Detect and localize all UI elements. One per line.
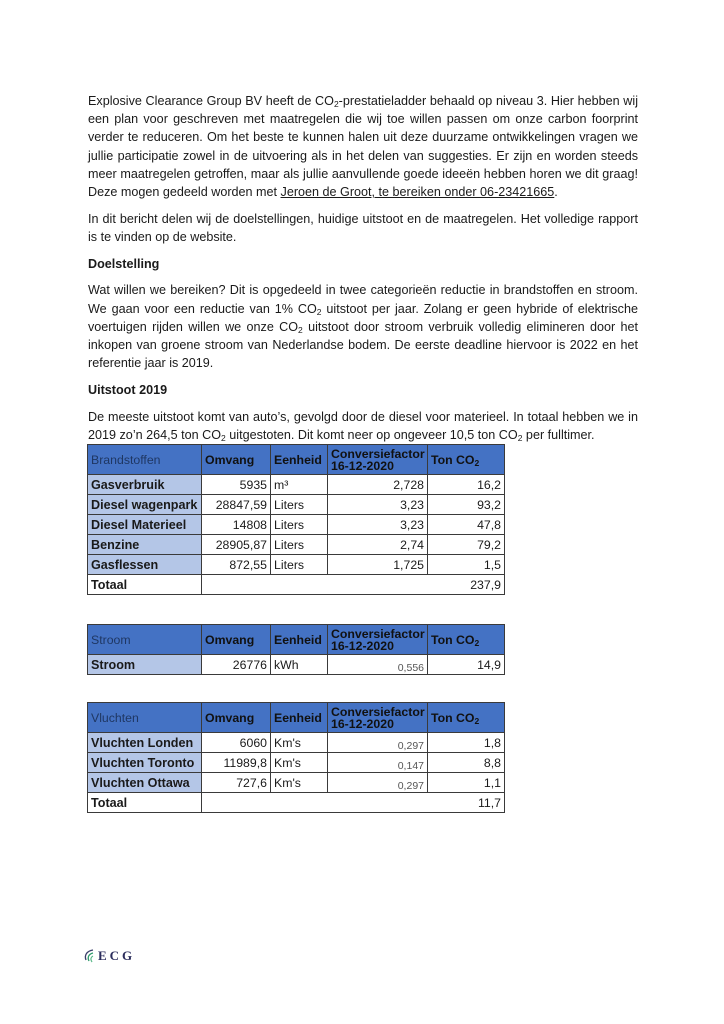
table-row (88, 655, 505, 675)
row-omvang: 11989,8 (202, 753, 271, 773)
row-omvang: 14808 (202, 515, 271, 535)
row-omvang: 727,6 (202, 773, 271, 793)
row-eenheid: Liters (271, 555, 328, 575)
row-eenheid: Liters (271, 495, 328, 515)
row-factor: 0,297 (328, 773, 428, 793)
eenheid-header: Eenheid (271, 703, 328, 733)
total-value: 11,7 (202, 793, 505, 813)
logo-text: ECG (98, 948, 136, 963)
total-label: Totaal (88, 793, 202, 813)
category-header: Brandstoffen (88, 445, 202, 475)
table-row (88, 535, 505, 555)
row-name: Stroom (88, 655, 202, 675)
row-ton: 47,8 (428, 515, 505, 535)
row-factor: 0,297 (328, 733, 428, 753)
table-row (88, 773, 505, 793)
row-factor: 3,23 (328, 495, 428, 515)
row-eenheid: Liters (271, 535, 328, 555)
category-header: Vluchten (88, 703, 202, 733)
omvang-header: Omvang (202, 703, 271, 733)
row-name: Gasflessen (88, 555, 202, 575)
ecg-logo (83, 948, 135, 964)
omvang-header: Omvang (202, 445, 271, 475)
row-name: Vluchten Ottawa (88, 773, 202, 793)
total-row (88, 793, 505, 813)
row-omvang: 28847,59 (202, 495, 271, 515)
document-body (88, 92, 638, 444)
uitstoot-paragraph: De meeste uitstoot komt van auto’s, gevolgd door de diesel voor materieel. In totaal hebben we in 2019 zo’n 264,5 ton $CO_2$ uitgestoten. Dit komt neer op ongeveer 10,5 ton $CO_2$ per fulltimer. (88, 409, 638, 443)
row-ton: 1,1 (428, 773, 505, 793)
row-eenheid: Km's (271, 753, 328, 773)
row-factor: 2,728 (328, 475, 428, 495)
row-eenheid: Liters (271, 515, 328, 535)
row-factor: 3,23 (328, 515, 428, 535)
row-ton: 93,2 (428, 495, 505, 515)
row-omvang: 28905,87 (202, 535, 271, 555)
intro-paragraph: Explosive Clearance Group BV heeft de $CO_2$-prestatieladder behaald op niveau 3. Hier hebben wij een plan voor geschreven met maatregelen die wij toe willen passen om onze carbon foorprint verder te reduceren. Om het beste te kunnen halen uit deze duurzame ontwikkelingen vragen we jullie participatie zowel in de uitvoering als in het delen van suggesties. Er zijn en worden steeds meer maatregelen getroffen, maar als jullie aanvullende goede ideeën hebben horen we dit graag! Deze mogen gedeeld worden met Jeroen de Groot, te bereiken onder 06-23421665. (88, 94, 638, 200)
row-ton: 16,2 (428, 475, 505, 495)
row-omvang: 26776 (202, 655, 271, 675)
ecg-swoosh-icon (83, 949, 95, 963)
category-header: Stroom (88, 625, 202, 655)
omvang-header: Omvang (202, 625, 271, 655)
total-row (88, 575, 505, 595)
row-omvang: 6060 (202, 733, 271, 753)
row-factor: 0,556 (328, 655, 428, 675)
factor-header: Conversiefactor 16-12-2020 (328, 445, 428, 475)
table-header (88, 625, 505, 655)
row-factor: 1,725 (328, 555, 428, 575)
row-name: Gasverbruik (88, 475, 202, 495)
table-row (88, 475, 505, 495)
brandstoffen-table (87, 444, 505, 595)
heading-doelstelling: Doelstelling (88, 256, 160, 271)
row-factor: 2,74 (328, 535, 428, 555)
factor-header: Conversiefactor 16-12-2020 (328, 625, 428, 655)
row-ton: 79,2 (428, 535, 505, 555)
total-label: Totaal (88, 575, 202, 595)
table-row (88, 733, 505, 753)
row-name: Vluchten Londen (88, 733, 202, 753)
ton-header: Ton $CO_2$ (428, 703, 505, 733)
summary-paragraph: In dit bericht delen wij de doelstellingen, huidige uitstoot en de maatregelen. Het volledige rapport is te vinden op de website. (88, 211, 638, 244)
doelstelling-paragraph: Wat willen we bereiken? Dit is opgedeeld in twee categorieën reductie in brandstoffen en stroom. We gaan voor een reductie van 1% $CO_2$ uitstoot per jaar. Zolang er geen hybride of elektrische voertuigen rijden willen we onze $CO_2$ uitstoot door stroom verbruik volledig elimineren door het inkopen van groene stroom van Nederlandse bodem. De eerste deadline hiervoor is 2022 en het referentie jaar is 2019. (88, 283, 638, 371)
contact-link[interactable]: Jeroen de Groot, te bereiken onder 06-23421665 (280, 185, 555, 200)
row-name: Benzine (88, 535, 202, 555)
ton-header: Ton $CO_2$ (428, 445, 505, 475)
row-omvang: 872,55 (202, 555, 271, 575)
stroom-table (87, 624, 505, 675)
factor-header: Conversiefactor 16-12-2020 (328, 703, 428, 733)
row-name: Diesel wagenpark (88, 495, 202, 515)
table-row (88, 515, 505, 535)
table-row (88, 495, 505, 515)
row-ton: 1,8 (428, 733, 505, 753)
row-ton: 14,9 (428, 655, 505, 675)
row-name: Diesel Materieel (88, 515, 202, 535)
row-name: Vluchten Toronto (88, 753, 202, 773)
row-factor: 0,147 (328, 753, 428, 773)
eenheid-header: Eenheid (271, 445, 328, 475)
eenheid-header: Eenheid (271, 625, 328, 655)
vluchten-table (87, 702, 505, 813)
total-value: 237,9 (202, 575, 505, 595)
table-header (88, 445, 505, 475)
ton-header: Ton $CO_2$ (428, 625, 505, 655)
table-row (88, 753, 505, 773)
row-ton: 1,5 (428, 555, 505, 575)
row-eenheid: Km's (271, 733, 328, 753)
row-omvang: 5935 (202, 475, 271, 495)
table-header (88, 703, 505, 733)
row-ton: 8,8 (428, 753, 505, 773)
table-row (88, 555, 505, 575)
row-eenheid: m³ (271, 475, 328, 495)
heading-uitstoot: Uitstoot 2019 (88, 382, 168, 397)
row-eenheid: Km's (271, 773, 328, 793)
row-eenheid: kWh (271, 655, 328, 675)
